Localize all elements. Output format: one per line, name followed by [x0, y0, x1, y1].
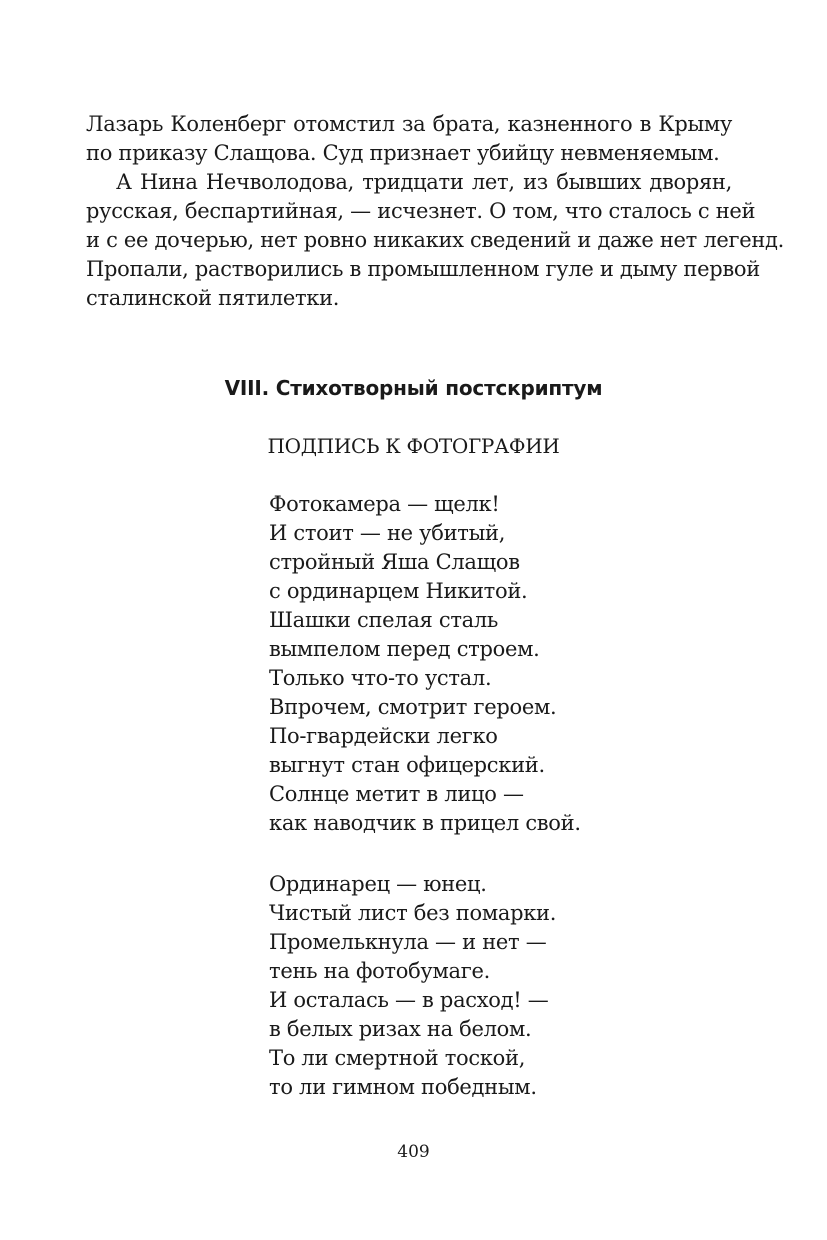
poem-line: то ли гимном победным. — [269, 1075, 537, 1099]
poem-line: Шашки спелая сталь — [269, 608, 499, 632]
page-number: 409 — [397, 1142, 430, 1162]
poem-line: тень на фотобумаге. — [269, 959, 490, 983]
poem-line: И стоит — не убитый, — [269, 521, 506, 545]
poem-line: По-гвардейски легко — [269, 724, 498, 748]
poem-line: в белых ризах на белом. — [269, 1017, 532, 1041]
poem-line: Впрочем, смотрит героем. — [269, 695, 557, 719]
poem-line: стройный Яша Слащов — [269, 550, 520, 574]
poem-line: с ординарцем Никитой. — [269, 579, 528, 603]
prose-block — [86, 110, 785, 313]
poem-line: Ординарец — юнец. — [269, 872, 487, 896]
poem-line: И осталась — в расход! — — [269, 988, 549, 1012]
section-title: VIII. Стихотворный постскриптум — [224, 376, 603, 400]
poem-line: Только что-то устал. — [269, 666, 492, 690]
prose-line: Лазарь Коленберг отомстил за брата, казненного в Крыму — [86, 112, 732, 136]
prose-line: русская, беспартийная, — исчезнет. О том, что сталось с ней — [86, 199, 756, 223]
prose-line: Пропали, растворились в промышленном гуле и дыму первой — [86, 257, 760, 281]
poem-line: Солнце метит в лицо — — [269, 782, 524, 806]
poem-line: Промелькнула — и нет — — [269, 930, 547, 954]
prose-line: по приказу Слащова. Суд признает убийцу невменяемым. — [86, 141, 720, 165]
poem-title: ПОДПИСЬ К ФОТОГРАФИИ — [267, 434, 560, 458]
poem-line: вымпелом перед строем. — [269, 637, 540, 661]
prose-line: сталинской пятилетки. — [86, 286, 340, 310]
poem-line: как наводчик в прицел свой. — [269, 811, 581, 835]
poem-line: То ли смертной тоской, — [269, 1046, 526, 1070]
poem-line: выгнут стан офицерский. — [269, 753, 545, 777]
prose-line: А Нина Нечволодова, тридцати лет, из бывших дворян, — [116, 170, 732, 194]
poem-line: Фотокамера — щелк! — [269, 492, 500, 516]
poem-stanza-2 — [269, 870, 556, 1102]
poem-stanza-1 — [269, 490, 581, 838]
prose-line: и с ее дочерью, нет ровно никаких сведений и даже нет легенд. — [86, 228, 785, 252]
poem-line: Чистый лист без помарки. — [269, 901, 557, 925]
